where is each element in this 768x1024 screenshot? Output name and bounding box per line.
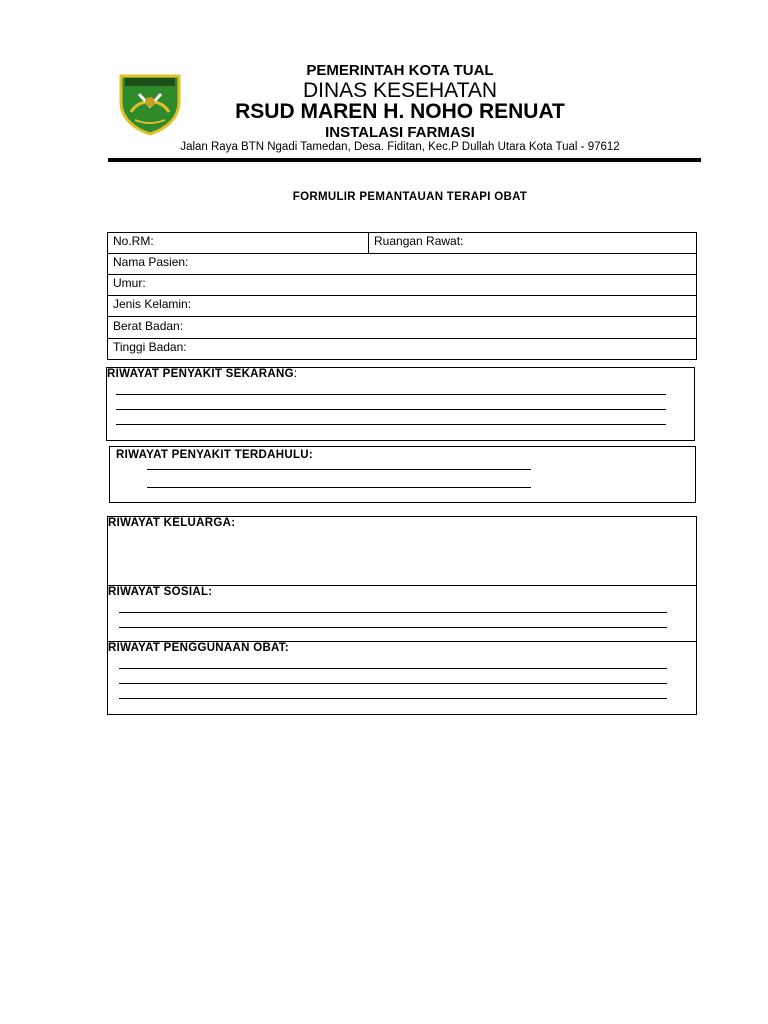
writing-line [116, 409, 666, 410]
riwayat-sekarang-label: RIWAYAT PENYAKIT SEKARANG: [107, 368, 298, 380]
header-installation: INSTALASI FARMASI [325, 124, 475, 141]
form-title: FORMULIR PEMANTAUAN TERAPI OBAT [292, 191, 528, 203]
ruangan-rawat-label: Ruangan Rawat: [374, 234, 464, 248]
section-riwayat-sekarang [106, 367, 695, 441]
header-government: PEMERINTAH KOTA TUAL [306, 62, 494, 79]
writing-line [119, 683, 667, 684]
writing-line [147, 487, 531, 488]
column-divider [368, 233, 369, 254]
row-berat-badan [108, 318, 696, 339]
header-hospital: RSUD MAREN H. NOHO RENUAT [235, 100, 565, 123]
jenis-kelamin-label: Jenis Kelamin: [113, 297, 192, 311]
row-tinggi-badan [108, 339, 696, 361]
berat-badan-label: Berat Badan: [113, 319, 184, 333]
row-nama-pasien [108, 254, 696, 275]
header-department: DINAS KESEHATAN [302, 79, 498, 102]
riwayat-terdahulu-label: RIWAYAT PENYAKIT TERDAHULU: [116, 449, 314, 461]
section-riwayat-terdahulu [109, 446, 696, 503]
row-jenis-kelamin [108, 296, 696, 317]
writing-line [116, 394, 666, 395]
writing-line [119, 627, 667, 628]
header-address: Jalan Raya BTN Ngadi Tamedan, Desa. Fiditan, Kec.P Dullah Utara Kota Tual - 97612 [180, 141, 620, 153]
nama-pasien-label: Nama Pasien: [113, 255, 189, 269]
riwayat-penggunaan-obat-label: RIWAYAT PENGGUNAAN OBAT: [108, 642, 289, 654]
umur-label: Umur: [113, 276, 146, 290]
section-riwayat-lainnya [107, 516, 697, 715]
riwayat-sosial-label: RIWAYAT SOSIAL: [108, 586, 213, 598]
header-divider [108, 158, 701, 162]
writing-line [116, 424, 666, 425]
patient-info-table [107, 232, 697, 360]
row-no-rm [108, 233, 696, 254]
riwayat-keluarga-label: RIWAYAT KELUARGA: [108, 517, 236, 529]
writing-line [119, 612, 667, 613]
writing-line [147, 469, 531, 470]
writing-line [119, 668, 667, 669]
row-umur [108, 275, 696, 296]
no-rm-label: No.RM: [113, 234, 154, 248]
maren-logo [117, 72, 183, 136]
writing-line [119, 698, 667, 699]
tinggi-badan-label: Tinggi Badan: [113, 340, 187, 354]
